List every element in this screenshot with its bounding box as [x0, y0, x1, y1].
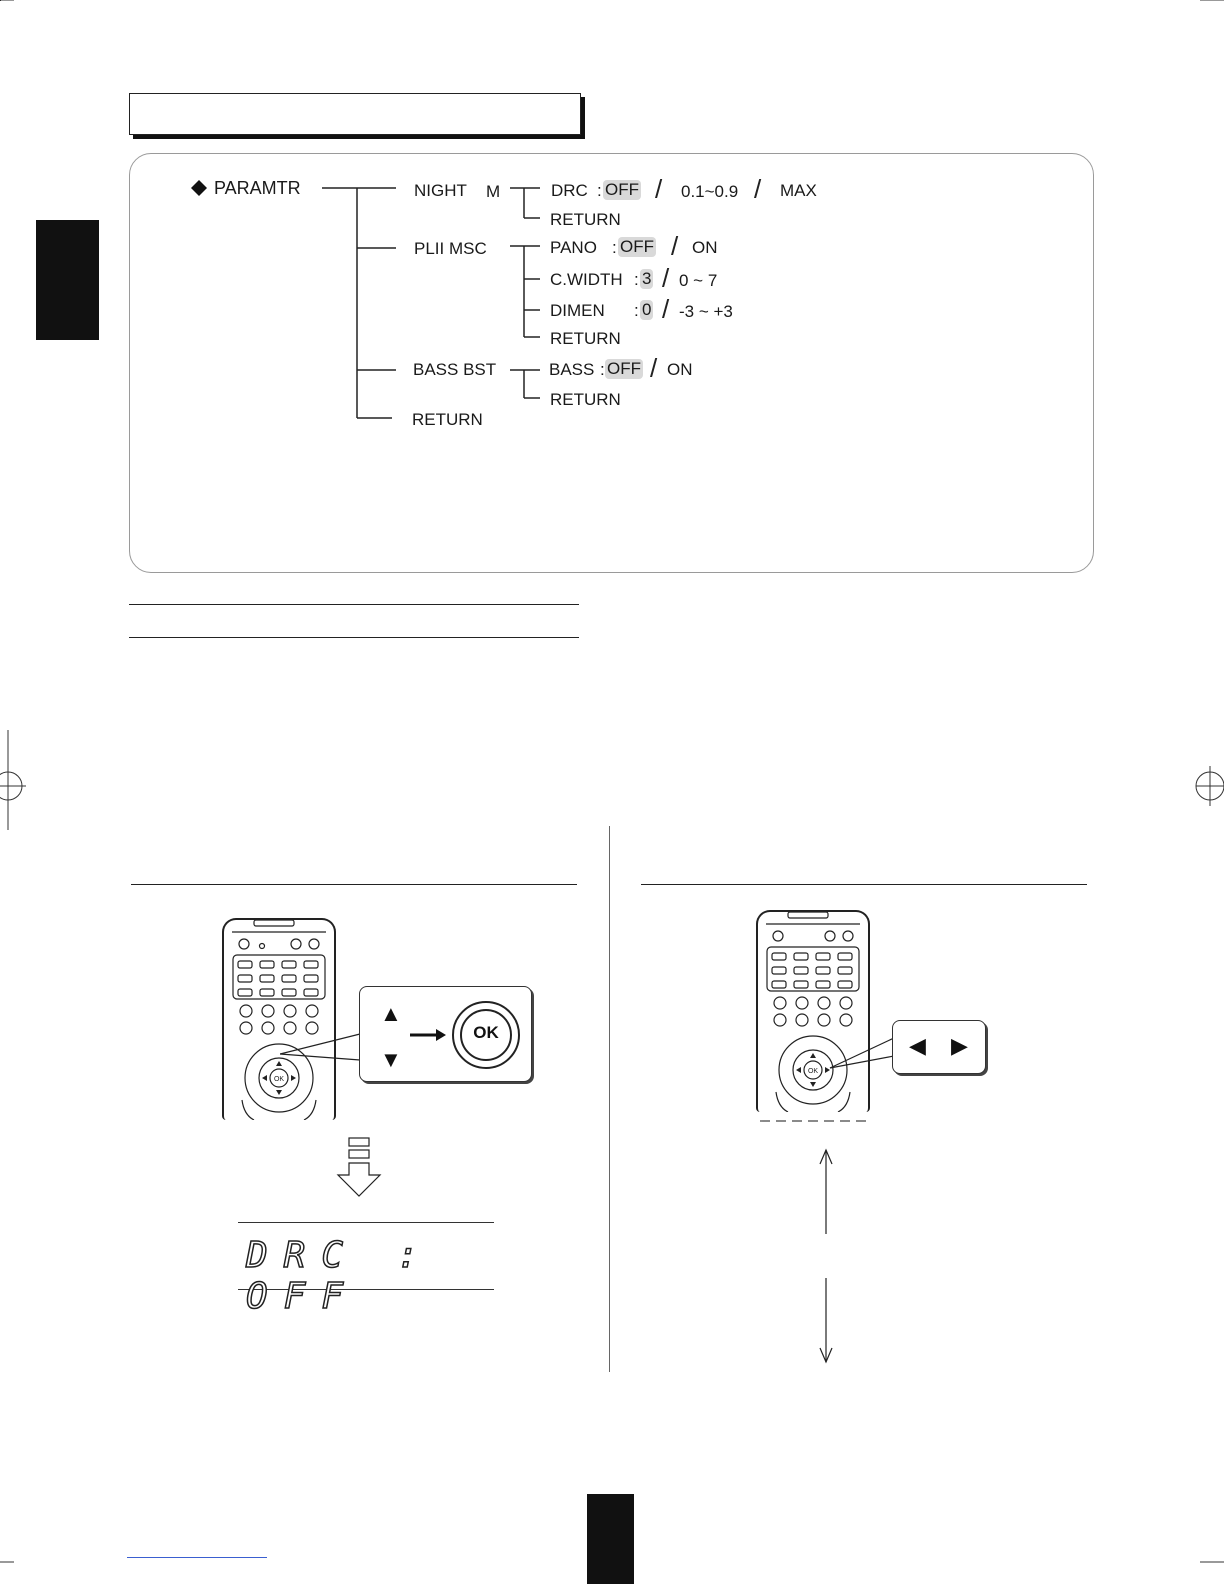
slash-separator: /	[650, 353, 658, 383]
diamond-bullet-icon	[190, 179, 208, 197]
left-arrow-icon: ◀	[909, 1033, 926, 1058]
remote-ok-text: OK	[273, 1076, 285, 1083]
bass-colon: :	[600, 360, 605, 379]
slash-separator: /	[754, 174, 762, 204]
cwidth-range: 0 ~ 7	[679, 271, 718, 290]
callout-up-down-ok	[359, 986, 532, 1082]
dashed-cut-line	[760, 1118, 870, 1124]
bass-label: BASS	[549, 360, 595, 379]
right-long-arrow-icon	[408, 1027, 448, 1043]
down-arrow-icon: ▼	[380, 1047, 402, 1072]
pano-on: ON	[692, 238, 718, 257]
bass-on: ON	[667, 360, 693, 379]
ok-button-label: OK	[473, 1023, 499, 1042]
night-return: RETURN	[550, 210, 621, 229]
remote-illustration	[758, 912, 868, 1112]
footer-link-line[interactable]	[127, 1557, 267, 1558]
page-number-tab	[587, 1494, 634, 1584]
ok-button-outer[interactable]	[452, 1001, 520, 1069]
menu-night-label: NIGHT	[414, 181, 467, 200]
right-column-rule	[641, 884, 1087, 885]
pano-default-value: OFF	[620, 237, 654, 256]
cwidth-default-value: 3	[642, 269, 652, 288]
remote-illustration	[224, 920, 334, 1120]
drc-default-value: OFF	[605, 180, 639, 199]
menu-root-return: RETURN	[412, 410, 483, 429]
slash-separator: /	[662, 294, 670, 324]
menu-root-label: PARAMTR	[214, 178, 301, 198]
pano-label: PANO	[550, 238, 597, 257]
slash-separator: /	[662, 263, 670, 293]
section-rule	[129, 604, 579, 605]
dimen-default-value: 0	[642, 300, 652, 319]
dimen-range: -3 ~ +3	[679, 302, 733, 321]
left-column-rule	[131, 884, 577, 885]
dimen-colon: :	[634, 301, 639, 320]
down-process-arrow-icon	[335, 1137, 383, 1199]
svg-text:OK: OK	[807, 1068, 819, 1075]
pliimsc-return: RETURN	[550, 329, 621, 348]
drc-range: 0.1~0.9	[681, 182, 739, 201]
menu-night-sub: M	[486, 182, 501, 201]
section-rule	[129, 637, 579, 638]
pano-colon: :	[612, 238, 617, 257]
up-down-indicator-arrows	[815, 1146, 837, 1366]
callout-left-right	[892, 1020, 986, 1074]
lcd-display-text: DRC : OFF	[246, 1235, 435, 1317]
menu-tree-lines	[0, 0, 1224, 600]
bass-default-value: OFF	[607, 359, 641, 378]
up-arrow-icon: ▲	[380, 1001, 402, 1026]
drc-max: MAX	[780, 181, 817, 200]
menu-pliimsc-label: PLII MSC	[414, 239, 487, 258]
menu-bassbst-label: BASS BST	[413, 360, 497, 379]
drc-colon: :	[597, 181, 602, 200]
callout-pointer	[820, 1030, 900, 1080]
cwidth-colon: :	[634, 270, 639, 289]
lcd-display	[238, 1222, 494, 1317]
right-arrow-icon: ▶	[951, 1033, 968, 1058]
slash-separator: /	[671, 231, 679, 261]
slash-separator: /	[655, 174, 663, 204]
column-divider	[609, 826, 610, 1372]
bassbst-return: RETURN	[550, 390, 621, 409]
drc-label: DRC	[551, 181, 588, 200]
cwidth-label: C.WIDTH	[550, 270, 623, 289]
remote-control-right	[756, 910, 870, 1112]
dimen-label: DIMEN	[550, 301, 605, 320]
